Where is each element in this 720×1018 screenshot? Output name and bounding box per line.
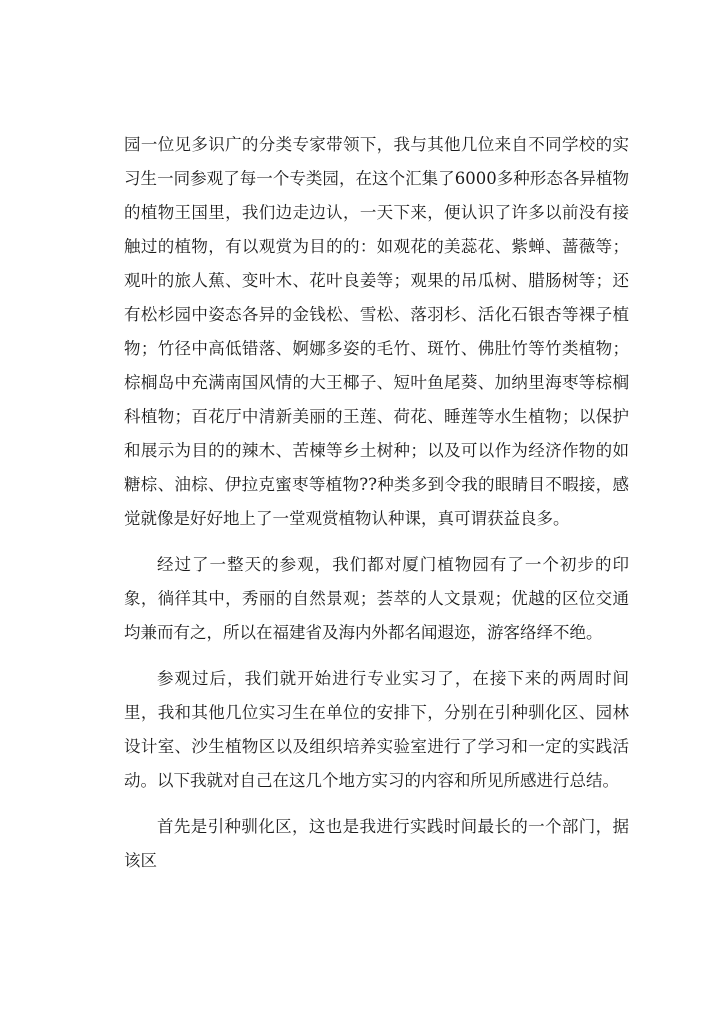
paragraph-3: 参观过后，我们就开始进行专业实习了，在接下来的两周时间里，我和其他几位实习生在单位的安排下，分别在引种驯化区、园林设计室、沙生植物区以及组织培养实验室进行了学习和一定的实践活动。以下我就对自己在这几个地方实习的内容和所见所感进行总结。 <box>124 669 629 790</box>
paragraph-1: 园一位见多识广的分类专家带领下，我与其他几位来自不同学校的实习生一同参观了每一个专类园，在这个汇集了6000多种形态各异植物的植物王国里，我们边走边认，一天下来，便认识了许多以前没有接触过的植物，有以观赏为目的的：如观花的美蕊花、紫蝉、蔷薇等；观叶的旅人蕉、变叶木、花叶良姜等；观果的吊瓜树、腊肠树等；还有松杉园中姿态各异的金钱松、雪松、落羽杉、活化石银杏等裸子植物；竹径中高低错落、婀娜多姿的毛竹、斑竹、佛肚竹等竹类植物；棕榈岛中充满南国风情的大王椰子、短叶鱼尾葵、加纳里海枣等棕榈科植物；百花厅中清新美丽的王莲、荷花、睡莲等水生植物；以保护和展示为目的的辣木、苦楝等乡土树种；以及可以作为经济作物的如糖棕、油棕、伊拉克蜜枣等植物??种类多到令我的眼睛目不暇接，感觉就像是好好地上了一堂观赏植物认种课，真可谓获益良多。 <box>124 135 629 528</box>
paragraph-4: 首先是引种驯化区，这也是我进行实践时间最长的一个部门，据该区 <box>124 817 629 870</box>
document-body <box>124 128 629 890</box>
paragraph-2: 经过了一整天的参观，我们都对厦门植物园有了一个初步的印象，徜徉其中，秀丽的自然景观；荟萃的人文景观；优越的区位交通均兼而有之，所以在福建省及海内外都名闻遐迩，游客络绎不绝。 <box>124 555 629 642</box>
